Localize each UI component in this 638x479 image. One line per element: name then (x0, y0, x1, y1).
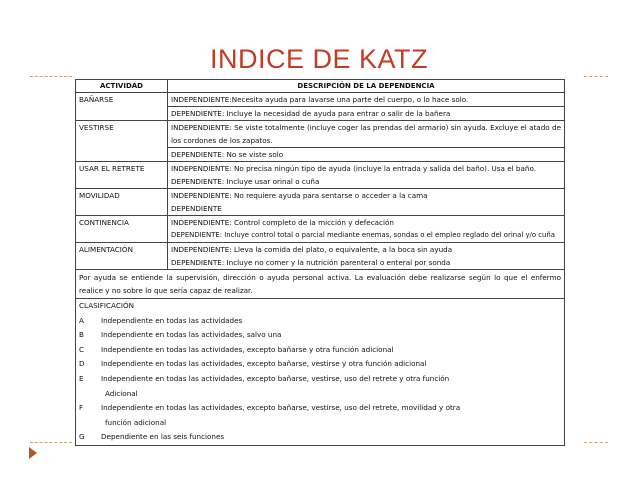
list-item: D Independiente en todas las actividades, excepto bañarse, vestirse y otra función adicional (79, 359, 427, 369)
description-cell (168, 216, 565, 243)
list-item: F Independiente en todas las actividades, excepto bañarse, vestirse, uso del retrete, movilidad y otra (79, 403, 461, 413)
activity-cell: USAR EL RETRETE (76, 162, 168, 189)
independent-text: INDEPENDIENTE: Control completo de la micción y defecación (171, 218, 394, 227)
list-item: B Independiente en todas las actividades, salvo una (79, 330, 282, 340)
activity-cell: MOVILIDAD (76, 189, 168, 216)
table-row (76, 162, 565, 189)
slide-title: INDICE DE KATZ (209, 44, 429, 74)
activity-cell: ALIMENTACIÓN (76, 243, 168, 270)
table-row (76, 243, 565, 270)
dependent-text: DEPENDIENTE: No se viste solo (168, 147, 564, 161)
description-cell (168, 243, 565, 270)
list-item: E Independiente en todas las actividades, excepto bañarse, vestirse, uso del retrete y otra función (79, 373, 450, 383)
classification-cell (76, 299, 565, 446)
table-row (76, 216, 565, 243)
description-cell (168, 121, 565, 162)
left-bottom-divider (30, 442, 72, 443)
dependent-text: DEPENDIENTE: Incluye usar orinal o cuña (171, 177, 320, 186)
description-cell (168, 93, 565, 121)
activity-column-header: ACTIVIDAD (76, 80, 168, 93)
note-text: Por ayuda se entiende la supervisión, dirección o ayuda personal activa. La evaluación debe realizarse según lo que el enfermo realice y no sobre lo que sería capaz de realizar. (76, 270, 565, 299)
classification-row (76, 299, 565, 446)
dependent-text: DEPENDIENTE: Incluye control total o parcial mediante enemas, sondas o el empleo reglado del orinal y/o cuña (171, 231, 555, 239)
independent-text: INDEPENDIENTE:Necesita ayuda para lavarse una parte del cuerpo, o lo hace solo. (171, 95, 469, 104)
independent-text: INDEPENDIENTE: Lleva la comida del plato, o equivalente, a la boca sin ayuda (171, 245, 453, 254)
note-row (76, 270, 565, 299)
description-cell (168, 189, 565, 216)
bullet-arrow-icon (29, 447, 37, 459)
description-column-header: DESCRIPCIÓN DE LA DEPENDENCIA (168, 80, 565, 93)
list-item-continuation: función adicional (105, 417, 167, 427)
right-bottom-divider (584, 442, 608, 443)
table-header-row (76, 80, 565, 93)
description-cell (168, 162, 565, 189)
katz-index-table (75, 79, 565, 446)
list-item-continuation: Adicional (105, 388, 138, 398)
classification-heading: CLASIFICACIÓN (79, 301, 135, 310)
right-top-divider (584, 76, 608, 77)
katz-index-table-container (75, 79, 565, 457)
activity-cell: BAÑARSE (76, 93, 168, 121)
dependent-text: DEPENDIENTE (171, 204, 222, 213)
table-row (76, 189, 565, 216)
activity-cell: VESTIRSE (76, 121, 168, 162)
table-row (76, 121, 565, 162)
list-item: A Independiente en todas las actividades (79, 315, 243, 325)
left-top-divider (30, 76, 72, 77)
independent-text: INDEPENDIENTE: No precisa ningún tipo de ayuda (incluye la entrada y salida del baño). Usa el baño. (171, 164, 536, 173)
table-row (76, 93, 565, 121)
activity-cell: CONTINENCIA (76, 216, 168, 243)
list-item: G Dependiente en las seis funciones (79, 432, 225, 442)
independent-text: INDEPENDIENTE: Se viste totalmente (incluye coger las prendas del armario) sin ayuda. Excluye el atado de los cordones de los zapatos. (171, 123, 561, 145)
dependent-text: DEPENDIENTE: Incluye no comer y la nutrición parenteral o enteral por sonda (171, 258, 451, 267)
dependent-text: DEPENDIENTE: Incluye la necesidad de ayuda para entrar o salir de la bañera (168, 106, 564, 120)
independent-text: INDEPENDIENTE: No requiere ayuda para sentarse o acceder a la cama (171, 191, 428, 200)
list-item: C Independiente en todas las actividades, excepto bañarse y otra función adicional (79, 344, 394, 354)
